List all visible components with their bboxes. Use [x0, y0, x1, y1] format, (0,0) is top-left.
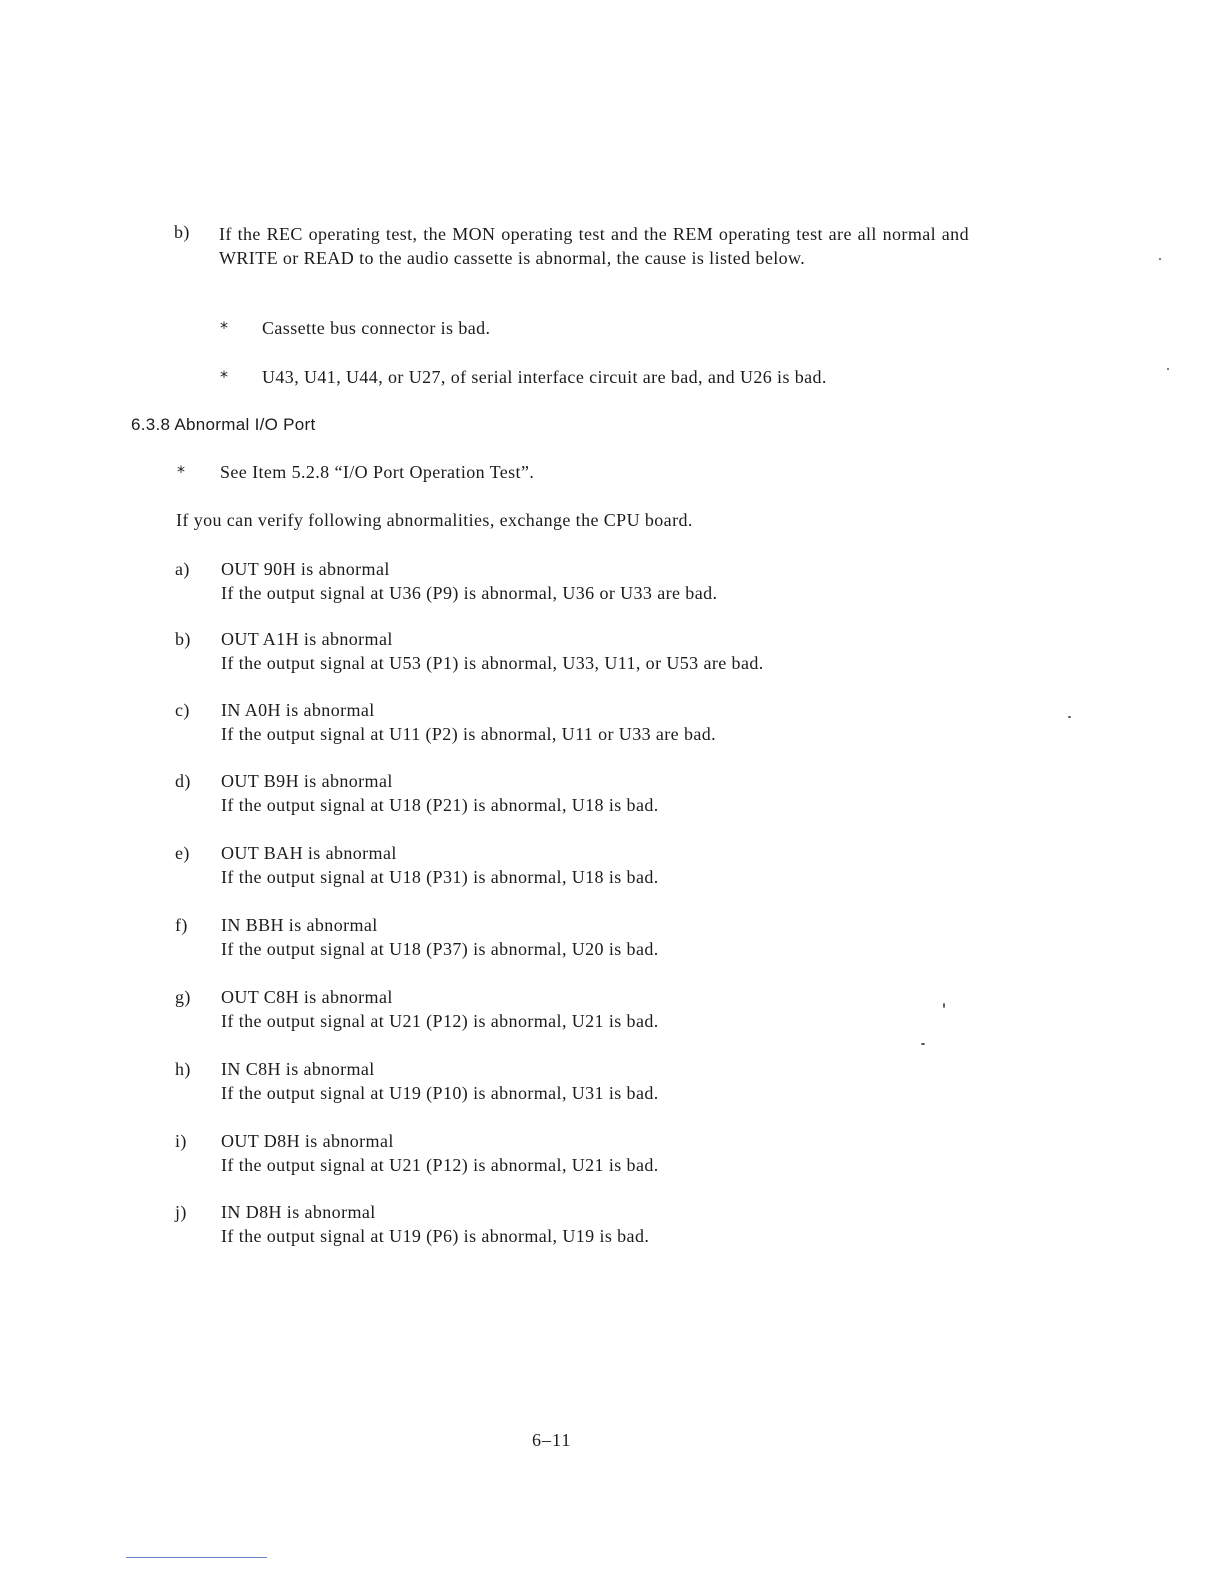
bullet-item [220, 365, 980, 389]
list-description: If the output signal at U19 (P10) is abnormal, U31 is bad. [221, 1083, 659, 1103]
bullet-text: Cassette bus connector is bad. [262, 318, 491, 338]
list-marker: i) [175, 1131, 187, 1151]
list-title: IN BBH is abnormal [221, 915, 378, 935]
scan-speck [1167, 368, 1169, 370]
list-description: If the output signal at U18 (P37) is abnormal, U20 is bad. [221, 939, 659, 959]
bullet-text: U43, U41, U44, or U27, of serial interface circuit are bad, and U26 is bad. [262, 367, 827, 387]
reference-text: See Item 5.2.8 “I/O Port Operation Test”. [220, 462, 535, 482]
intro-text: If you can verify following abnormalities, exchange the CPU board. [176, 510, 693, 530]
list-marker: e) [175, 843, 190, 863]
list-description: If the output signal at U36 (P9) is abnormal, U36 or U33 are bad. [221, 583, 718, 603]
list-description: If the output signal at U11 (P2) is abnormal, U11 or U33 are bad. [221, 724, 717, 744]
footer-rule [126, 1557, 267, 1558]
bullet-glyph: * [220, 367, 229, 386]
list-item [175, 769, 895, 819]
bullet-glyph: * [220, 318, 229, 337]
scan-speck [921, 1043, 925, 1045]
list-item [175, 985, 895, 1035]
list-item [175, 627, 895, 677]
list-title: OUT B9H is abnormal [221, 771, 393, 791]
list-description: If the output signal at U18 (P21) is abnormal, U18 is bad. [221, 795, 659, 815]
list-marker: j) [175, 1202, 187, 1222]
list-item [175, 698, 895, 748]
list-title: OUT 90H is abnormal [221, 559, 390, 579]
scan-speck [943, 1003, 945, 1008]
list-description: If the output signal at U18 (P31) is abnormal, U18 is bad. [221, 867, 659, 887]
list-title: OUT D8H is abnormal [221, 1131, 394, 1151]
list-item [175, 557, 895, 607]
list-item [175, 1057, 895, 1107]
list-description: If the output signal at U19 (P6) is abnormal, U19 is bad. [221, 1226, 650, 1246]
bullet-item [220, 316, 980, 340]
list-marker: c) [175, 700, 190, 720]
list-description: If the output signal at U53 (P1) is abnormal, U33, U11, or U53 are bad. [221, 653, 764, 673]
page-number: 6–11 [532, 1430, 572, 1450]
list-item [175, 913, 895, 963]
list-title: IN A0H is abnormal [221, 700, 375, 720]
list-item [175, 1129, 895, 1179]
list-description: If the output signal at U21 (P12) is abnormal, U21 is bad. [221, 1155, 659, 1175]
list-title: IN C8H is abnormal [221, 1059, 375, 1079]
list-title: OUT C8H is abnormal [221, 987, 393, 1007]
list-marker: h) [175, 1059, 191, 1079]
reference-bullet [177, 460, 777, 484]
list-item [175, 1200, 895, 1250]
scan-speck [1159, 258, 1161, 260]
list-title: OUT A1H is abnormal [221, 629, 393, 649]
list-title: OUT BAH is abnormal [221, 843, 397, 863]
list-marker: f) [175, 915, 188, 935]
list-marker: a) [175, 559, 190, 579]
scan-speck [1068, 716, 1071, 718]
list-title: IN D8H is abnormal [221, 1202, 376, 1222]
item-marker: b) [174, 222, 190, 242]
list-marker: b) [175, 629, 191, 649]
list-marker: d) [175, 771, 191, 791]
list-marker: g) [175, 987, 191, 1007]
section-heading: 6.3.8 Abnormal I/O Port [131, 415, 316, 434]
bullet-glyph: * [177, 462, 186, 481]
item-paragraph: If the REC operating test, the MON operating test and the REM operating test are all normal and WRITE or READ to the audio cassette is abnormal, the cause is listed below. [219, 224, 969, 268]
list-item [175, 841, 895, 891]
list-description: If the output signal at U21 (P12) is abnormal, U21 is bad. [221, 1011, 659, 1031]
